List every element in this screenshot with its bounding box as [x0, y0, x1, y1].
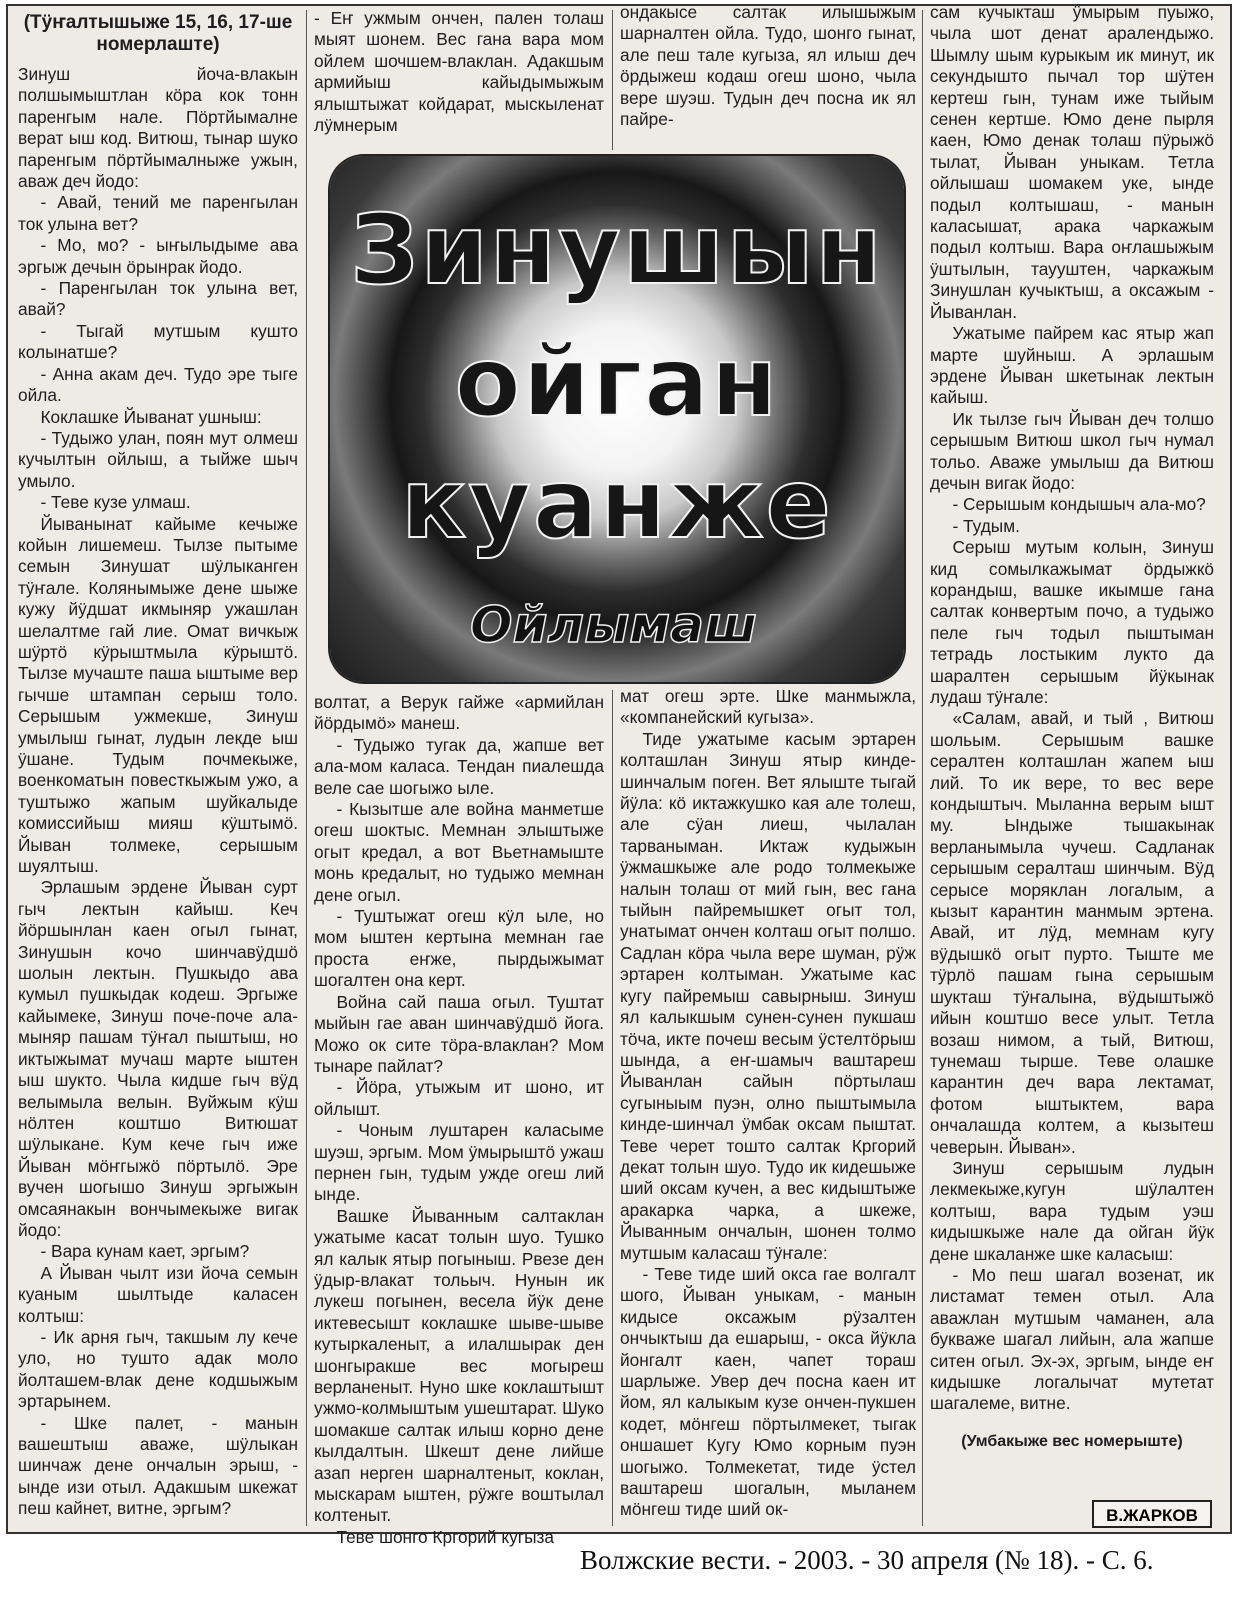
paragraph: - Мо пеш шагал возенат, ик листамат темен отыл. Ала аважлан мутшым чаманен, ала букваже шагал лийын, ала жапше ситен огыл. Эх-эх, эргым, ынде еҥ кидышке логалычат мутетат шагалеме, витне.: [930, 1264, 1214, 1414]
headline-box: [330, 156, 904, 682]
paragraph: - Тудым.: [952, 515, 1020, 536]
continuation-header: (Тӱҥалтышыже 15, 16, 17-ше номерлаште): [23, 12, 293, 55]
column-2-bottom: [314, 692, 604, 1547]
genre-label: Ойлымаш: [470, 596, 758, 654]
author-signature: В.ЖАРКОВ: [1092, 1500, 1212, 1528]
paragraph: - Еҥ ужмым ончен, пален толаш мыят шонем. Вес гана вара мом ойлем шочшем-влаклан. Адакшым армийыш кайыдымыжым ялыштыжат койдарат, мыскыленат лӱмнерым: [314, 8, 604, 136]
column-divider: [306, 10, 307, 1526]
paragraph: - Анна акам деч. Тудо эре тыге ойла.: [18, 363, 298, 406]
paragraph: - Тудыжо улан, поян мут олмеш кучылтын ойлыш, а тыйже шыч умыло.: [18, 427, 298, 491]
paragraph: «Салам, авай, и тый , Витюш шольым. Серышым вашке сералтен колташлан жапем ыш лий. То ик вере, то вес вере кондыштыч. Мыланна верым ышт му. Ындыже тышакынак верланымыла чучеш. Садланак серышым сералташ шинчым. Вӱд серысе моряклан логалым, а кызыт карантин манмым эртена. Авай, ит лӱд, мемнам кугу вӱдышкӧ огыт пурто. Тыште ме тӱрлӧ пашам гына серышым шукташ тӱҥалына, вӱдыштыжӧ ийын коштшо весе улыт. Тетла возаш нимом, а тый, Витюш, тунемаш тырше. Теве олашке карантин деч вара лектамат, фотом ыштыктем, вара ончалашда колтем, а кызытеш чеверын. Йыван».: [930, 708, 1214, 1157]
paragraph: ондакысе салтак илышыжым шарналтен ойла. Тудо, шонго гынат, але пеш тале кугыза, ял илыш деч ӧрдыжеш кодаш огеш шоно, чыла вере шуэш. Тудын деч посна ик ял пайре-: [620, 2, 916, 130]
paragraph: мат огеш эрте. Шке манмыжла, «компанейский кугыза».: [620, 686, 916, 728]
column-1: [18, 12, 298, 1522]
paragraph: - Теве кузе улмаш.: [40, 492, 191, 513]
paragraph: - Кызытше але война манметше огеш шоктыс. Мемнан элыштыже огыт кредал, а вот Вьетнамыште монь кредалыт, но тудыжо мемнан дене огыл.: [314, 799, 604, 905]
paragraph: Тиде ужатыме касым эртарен колташлан Зинуш ятыр кинде-шинчалым поген. Вет ялыште тыгай йӱла: кӧ иктажкушко кая але толеш, але сӱан лиеш, чылалан тарваныман. Иктаж кудыжын ӱжмашкыже але родо толмекыже налын толаш от мий гын, вес гана тыйын пайремышкет огыт тол, унатымат ончен колташ огыт полшо. Садлан кӧра чыла вере шуман, рӱж эртарен колтыман. Ужатыме кас кугу пайремыш савырныш. Зинуш ял калыкшым сунен-сунен пукшаш тӧча, икте почеш весым ӱстелтӧрыш шында, а еҥ-шамыч ваштареш Йыванлан сайын пӧртылаш сугыныым пуэн, олно пыштымыла кинде-шинчал ӱмбак оксам пыштат. Теве черет тошто салтак Кргорий декат толын шуо. Тудо ик кидешыже ший оксам кучен, а вес кидыштыже аракарка чарка, а шкеже, Йыванным ончалын, шонен толмо мутшым каласаш тӱҥале:: [620, 728, 916, 1263]
paragraph: - Тыгай мутшым кушто колынатше?: [18, 320, 298, 363]
paragraph: - Авай, тений ме паренгылан ток улына вет?: [18, 192, 298, 234]
column-divider: [612, 690, 613, 1526]
continued-note: (Умбакыже вес номерыште): [961, 1432, 1183, 1450]
paragraph: - Вара кунам кает, эргым?: [40, 1241, 250, 1262]
column-3-top: [620, 2, 916, 132]
newspaper-clipping: [6, 2, 1232, 1547]
paragraph: - Ик арня гыч, такшым лу кече уло, но тушто адак моло йолташем-влак дене кодшыжым эртарынем.: [18, 1326, 298, 1412]
paragraph: Война сай паша огыл. Туштат мыйын гае аван шинчавӱдшӧ йога. Можо ок сите тӧра-влаклан? Мом тынаре пайлат?: [314, 991, 604, 1076]
paragraph: волтат, а Верук гайже «армийлан йӧрдымӧ» манеш.: [314, 692, 604, 734]
paragraph: сам кучыкташ ӱмырым пуыжо, чыла шот денат аралендыжо. Шымлу шым курыкым ик минут, ик секундышто пычал тор шӱтен кертеш гын, тунам иже тыйым сенен кертше. Юмо дене пырля каен, Юмо денак толаш пӱрыжӧ тылат, Йыван уныкам. Тетла ойлышаш шомакем уке, ынде подыл колтышаш, - манын каласышат, арака чаркажым подыл колтыш. Вара оҥлашыжым ӱштылын, таууштен, чаркажым Зинушлан кучыктыш, а оксажым - Йыванлан.: [930, 2, 1214, 322]
paragraph: - Мо, мо? - ыҥылыдыме ава эргыж дечын ӧрынрак йодо.: [18, 235, 298, 277]
paragraph: - Паренгылан ток улына вет, авай?: [18, 278, 298, 320]
paragraph: - Тудыжо тугак да, жапше вет ала-мом каласа. Тендан пиалешда веле сае шогыжо ыле.: [314, 734, 604, 798]
paragraph: Эрлашым эрдене Йыван сурт гыч лектын кайыш. Кеч йӧршынлан каен огыл гынат, Зинушын кочо шинчавӱдшӧ шолын лектын. Пушкыдо ава кумыл пушкыдак кодеш. Эргыже кайымеке, Зинуш поче-поче ала-мыняр пашам тӱҥал пыштыш, но иктыжымат мучаш марте ыштен ыш шукто. Чыла кидше гыч вӱд велымыла велын. Вуйжым кӱш нӧлтен коштшо Витюшат шӱлыкане. Кум кече гыч иже Йыван мӧҥгыжӧ пӧртылӧ. Эре вучен шогышо Зинуш эргыжын омсаянакын вончымекыже вигак йодо:: [18, 877, 298, 1240]
paragraph: Коклашке Йыванат ушныш:: [40, 406, 262, 427]
headline-line-2: ойган: [454, 326, 780, 438]
paragraph: - Теве тиде ший окса гае волгалт шого, Йыван уныкам, - манын кидысе оксажым рӱзалтен ончыктыш да ешарыш, - окса йӱкла йонгалт каен, чапет тораш шарлыже. Увер деч посна каен ит йом, ял калыкым кузе ончен-пукшен кодет, мӧнгеш пӧртылмекет, тыгак оншашет Кугу Юмо корным пуэн шогыжо. Толмекетат, тиде ӱстел ваштареш шогалын, мыланем мӧнгеш тиде ший ок-: [620, 1263, 916, 1520]
column-4: [930, 2, 1214, 1512]
column-divider: [612, 10, 613, 150]
column-divider: [922, 10, 923, 1526]
paragraph: Серыш мутым колын, Зинуш кид сомылкажымат ӧрдыжкӧ корандыш, вашке икымше гана салтак конвертым почо, а тудыжо пеле гыч тодыл пыштыман тетрадь лостыким лукто да шаралтен серышым йӱкынак лудаш тӱҥале:: [930, 537, 1214, 707]
paragraph: - Шке палет, - манын вашештыш аваже, шӱлыкан шинчаж дене ончалын эрыш, - ынде изи отыл. Адакшым шкежат пеш кайнет, витне, эргым?: [18, 1412, 298, 1519]
paragraph: Ик тылзе гыч Йыван деч толшо серышым Витюш школ гыч нумал тольо. Аваже умылыш да Витюш дечын вигак йодо:: [930, 408, 1214, 493]
column-3-bottom: [620, 686, 916, 1520]
paragraph: Ужатыме пайрем кас ятыр жап марте шуйныш. А эрлашым эрдене Йыван шкетынак лектын кайыш.: [930, 323, 1214, 408]
paragraph: - Туштыжат огеш кӱл ыле, но мом ыштен кертына мемнан гае проста еҥже, пырдыжымат шогалтен она керт.: [314, 906, 604, 991]
headline-line-3: куанже: [401, 448, 833, 560]
paragraph: Теве шонго Кргорий кугыза: [336, 1526, 555, 1547]
paragraph: Йыванынат кайыме кечыже койын лишемеш. Тылзе пытыме семын Зинушат шӱлыканген тӱҥале. Колянымыже дене шыже кужу йӱдшат икмыняр ужашлан шелалтме гай лие. Омат вичкыж шӱртӧ кӱрыштмыла кӱрыштӧ. Тылзе мучаште паша ыштыме вер гычше штампан серыш толо. Серышым ужмекше, Зинуш умылыш гынат, лудын лекде ыш ӱшане. Тудым почмекыже, военкоматын повесткыжым ужо, а туштыжо жапым шуйкалыде комиссийыш мияш кӱштымӧ. Йыван толмеке, серышым шуялтыш.: [18, 513, 298, 877]
paragraph: - Йӧра, утыжым ит шоно, ит ойлышт.: [314, 1077, 604, 1119]
paragraph: - Чоным луштарен каласыме шуэш, эргым. Мом ӱмырыштӧ ужаш пернен гын, тудым ужде огеш лий ынде.: [314, 1120, 604, 1205]
paragraph: Вашке Йыванным салтаклан ужатыме касат толын шуо. Тушко ял калык ятыр погыныш. Рвезе ден ӱдыр-влакат тольыч. Нунын ик лукеш погынен, весела йӱк дене иктевесышт коклашке шыве-шыве кутыркаленыт, а илалшырак ден шонгыракше вес могыреш верланеныт. Нуно шке коклаштышт ужмо-колмыштым ушештарат. Шуко шомакше салтак илыш корно дене кылдалтын. Шкешт дене лийше азап нерген шарналтеныт, коклан, мыскарам ыштен, рӱжге воштылал колтеныт.: [314, 1205, 604, 1526]
column-2-top: [314, 8, 604, 148]
source-citation: Волжские вести. - 2003. - 30 апреля (№ 18). - С. 6.: [580, 1545, 1154, 1575]
paragraph: А Йыван чылт изи йоча семын куаным шылтыде каласен колтыш:: [18, 1262, 298, 1326]
paragraph: Зинуш йоча-влакын полшымыштлан кӧра кок тонн паренгым нале. Пӧртйымалне верат ыш код. Витюш, тынар шуко паренгым пӧртйымалныже ужын, аваж деч йодо:: [18, 64, 298, 192]
paragraph: - Серышым кондышыч ала-мо?: [952, 494, 1206, 515]
headline-line-1: Зинушын: [350, 194, 884, 306]
paragraph: Зинуш серышым лудын лекмекыже,кугун шӱлалтен колтыш, вара тудым уэш кидышкыже нале да ойган йӱк дене шкаланже шке каласыш:: [930, 1157, 1214, 1264]
